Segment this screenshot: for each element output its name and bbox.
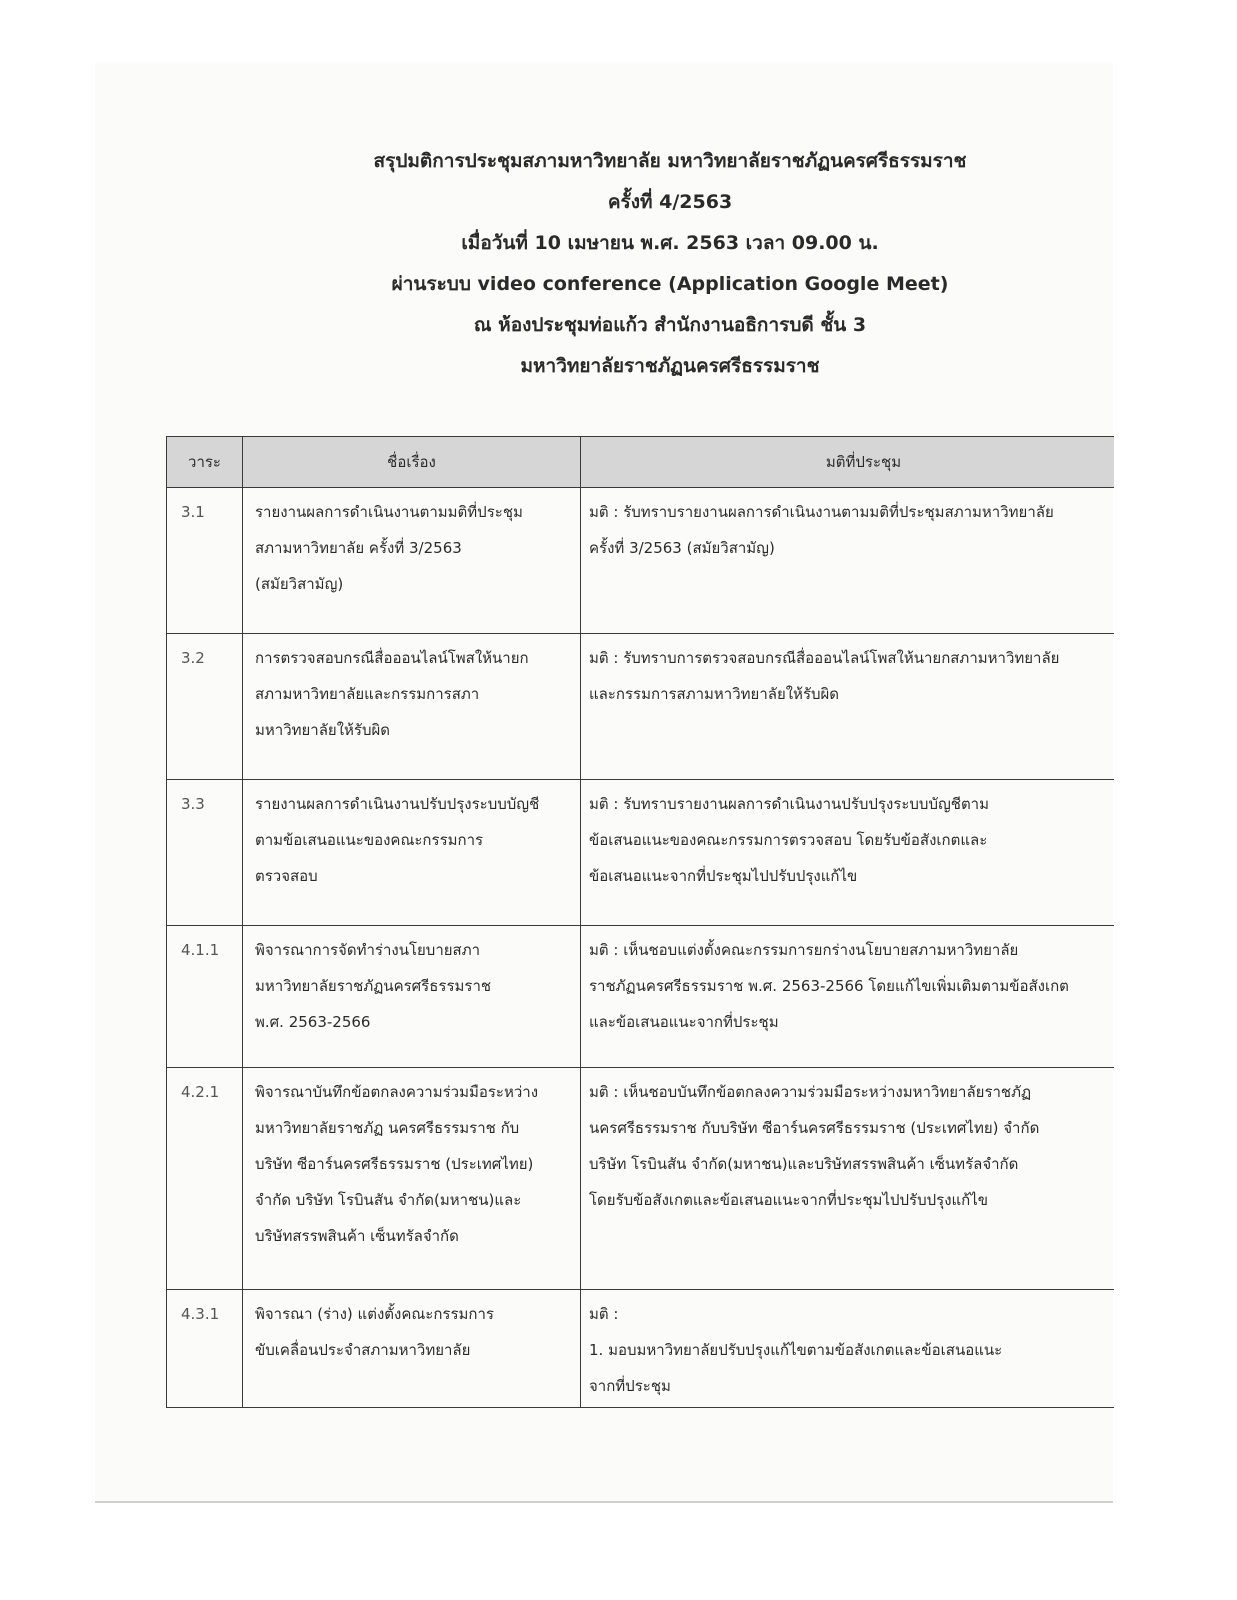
subject-line: สภามหาวิทยาลัยและกรรมการสภา [255,685,480,703]
subject-line: พิจารณา (ร่าง) แต่งตั้งคณะกรรมการ [255,1305,494,1323]
table-row [167,634,1115,780]
resolution-line: มติ : เห็นชอบแต่งตั้งคณะกรรมการยกร่างนโยบายสภามหาวิทยาลัย [589,941,1019,959]
resolution-cell [581,926,1115,1068]
resolution-line: และกรรมการสภามหาวิทยาลัยให้รับผิด [589,685,840,703]
table-row [167,1068,1115,1290]
table-row [167,780,1115,926]
table-row [167,926,1115,1068]
subject-line: รายงานผลการดำเนินงานปรับปรุงระบบบัญชี [255,795,540,813]
agenda-number: 4.1.1 [167,926,243,1068]
resolution-line: โดยรับข้อสังเกตและข้อเสนอแนะจากที่ประชุมไปปรับปรุงแก้ไข [589,1191,989,1209]
resolution-line: มติ : เห็นชอบบันทึกข้อตกลงความร่วมมือระหว่างมหาวิทยาลัยราชภัฏ [589,1083,1032,1101]
resolution-cell [581,634,1115,780]
subject-line: บริษัทสรรพสินค้า เซ็นทรัลจำกัด [255,1227,459,1245]
resolution-line: มติ : รับทราบรายงานผลการดำเนินงานปรับปรุงระบบบัญชีตาม [589,795,989,813]
resolutions-table-wrapper [166,436,1114,1409]
subject-line: มหาวิทยาลัยราชภัฏ นครศรีธรรมราช กับ [255,1119,520,1137]
subject-line: การตรวจสอบกรณีสื่อออนไลน์โพสให้นายก [255,649,529,667]
resolution-cell [581,780,1115,926]
resolution-cell [581,1290,1115,1408]
subject-line: มหาวิทยาลัยราชภัฏนครศรีธรรมราช [255,977,492,995]
subject-cell [243,1290,581,1408]
agenda-number: 4.2.1 [167,1068,243,1290]
table-row [167,1290,1115,1408]
subject-line: ขับเคลื่อนประจำสภามหาวิทยาลัย [255,1341,471,1359]
header-subject: ชื่อเรื่อง [243,437,581,488]
resolutions-table [166,436,1114,1408]
subject-line: พิจารณาการจัดทำร่างนโยบายสภา [255,941,480,959]
subject-cell [243,1068,581,1290]
subject-line: บริษัท ซีอาร์นครศรีธรรมราช (ประเทศไทย) [255,1155,534,1173]
subject-line: ตรวจสอบ [255,867,318,885]
document-header [320,148,1020,394]
agenda-number: 3.2 [167,634,243,780]
resolution-line: ราชภัฏนครศรีธรรมราช พ.ศ. 2563-2566 โดยแก้ไขเพิ่มเติมตามข้อสังเกต [589,977,1069,995]
subject-line: จำกัด บริษัท โรบินสัน จำกัด(มหาชน)และ [255,1191,522,1209]
subject-cell [243,926,581,1068]
subject-line: มหาวิทยาลัยให้รับผิด [255,721,391,739]
header-resolution: มติที่ประชุม [581,437,1115,488]
resolution-cell [581,488,1115,634]
resolution-line: ครั้งที่ 3/2563 (สมัยวิสามัญ) [589,539,775,557]
table-row [167,488,1115,634]
subject-line: สภามหาวิทยาลัย ครั้งที่ 3/2563 [255,539,462,557]
subject-line: ตามข้อเสนอแนะของคณะกรรมการ [255,831,484,849]
subject-line: รายงานผลการดำเนินงานตามมติที่ประชุม [255,503,523,521]
subject-line: พิจารณาบันทึกข้อตกลงความร่วมมือระหว่าง [255,1083,539,1101]
resolution-line: ข้อเสนอแนะของคณะกรรมการตรวจสอบ โดยรับข้อสังเกตและ [589,831,988,849]
subject-cell [243,634,581,780]
resolution-line: มติ : รับทราบการตรวจสอบกรณีสื่อออนไลน์โพสให้นายกสภามหาวิทยาลัย [589,649,1060,667]
resolution-line: มติ : รับทราบรายงานผลการดำเนินงานตามมติที่ประชุมสภามหาวิทยาลัย [589,503,1054,521]
meeting-channel: ผ่านระบบ video conference (Application Google Meet) [391,273,949,295]
university-name: มหาวิทยาลัยราชภัฏนครศรีธรรมราช [520,355,820,377]
subject-cell [243,488,581,634]
table-header-row [167,437,1115,488]
subject-cell [243,780,581,926]
document-title: สรุปมติการประชุมสภามหาวิทยาลัย มหาวิทยาลัยราชภัฏนครศรีธรรมราช [373,150,967,172]
resolution-cell [581,1068,1115,1290]
subject-line: พ.ศ. 2563-2566 [255,1013,371,1031]
resolution-line: มติ : [589,1305,619,1323]
header-agenda: วาระ [167,437,243,488]
resolution-line: 1. มอบมหาวิทยาลัยปรับปรุงแก้ไขตามข้อสังเกตและข้อเสนอแนะ [589,1341,1003,1359]
meeting-venue: ณ ห้องประชุมท่อแก้ว สำนักงานอธิการบดี ชั้น 3 [473,314,867,336]
subject-line: (สมัยวิสามัญ) [255,575,344,593]
agenda-number: 3.3 [167,780,243,926]
agenda-number: 4.3.1 [167,1290,243,1408]
agenda-number: 3.1 [167,488,243,634]
resolution-line: บริษัท โรบินสัน จำกัด(มหาชน)และบริษัทสรรพสินค้า เซ็นทรัลจำกัด [589,1155,1019,1173]
page-edge [95,1501,1113,1503]
resolution-line: นครศรีธรรมราช กับบริษัท ซีอาร์นครศรีธรรมราช (ประเทศไทย) จำกัด [589,1119,1040,1137]
resolution-line: ข้อเสนอแนะจากที่ประชุมไปปรับปรุงแก้ไข [589,867,858,885]
session-number: ครั้งที่ 4/2563 [607,191,733,213]
resolution-line: และข้อเสนอแนะจากที่ประชุม [589,1013,779,1031]
meeting-date: เมื่อวันที่ 10 เมษายน พ.ศ. 2563 เวลา 09.00 น. [461,232,879,254]
resolution-line: จากที่ประชุม [589,1377,671,1395]
